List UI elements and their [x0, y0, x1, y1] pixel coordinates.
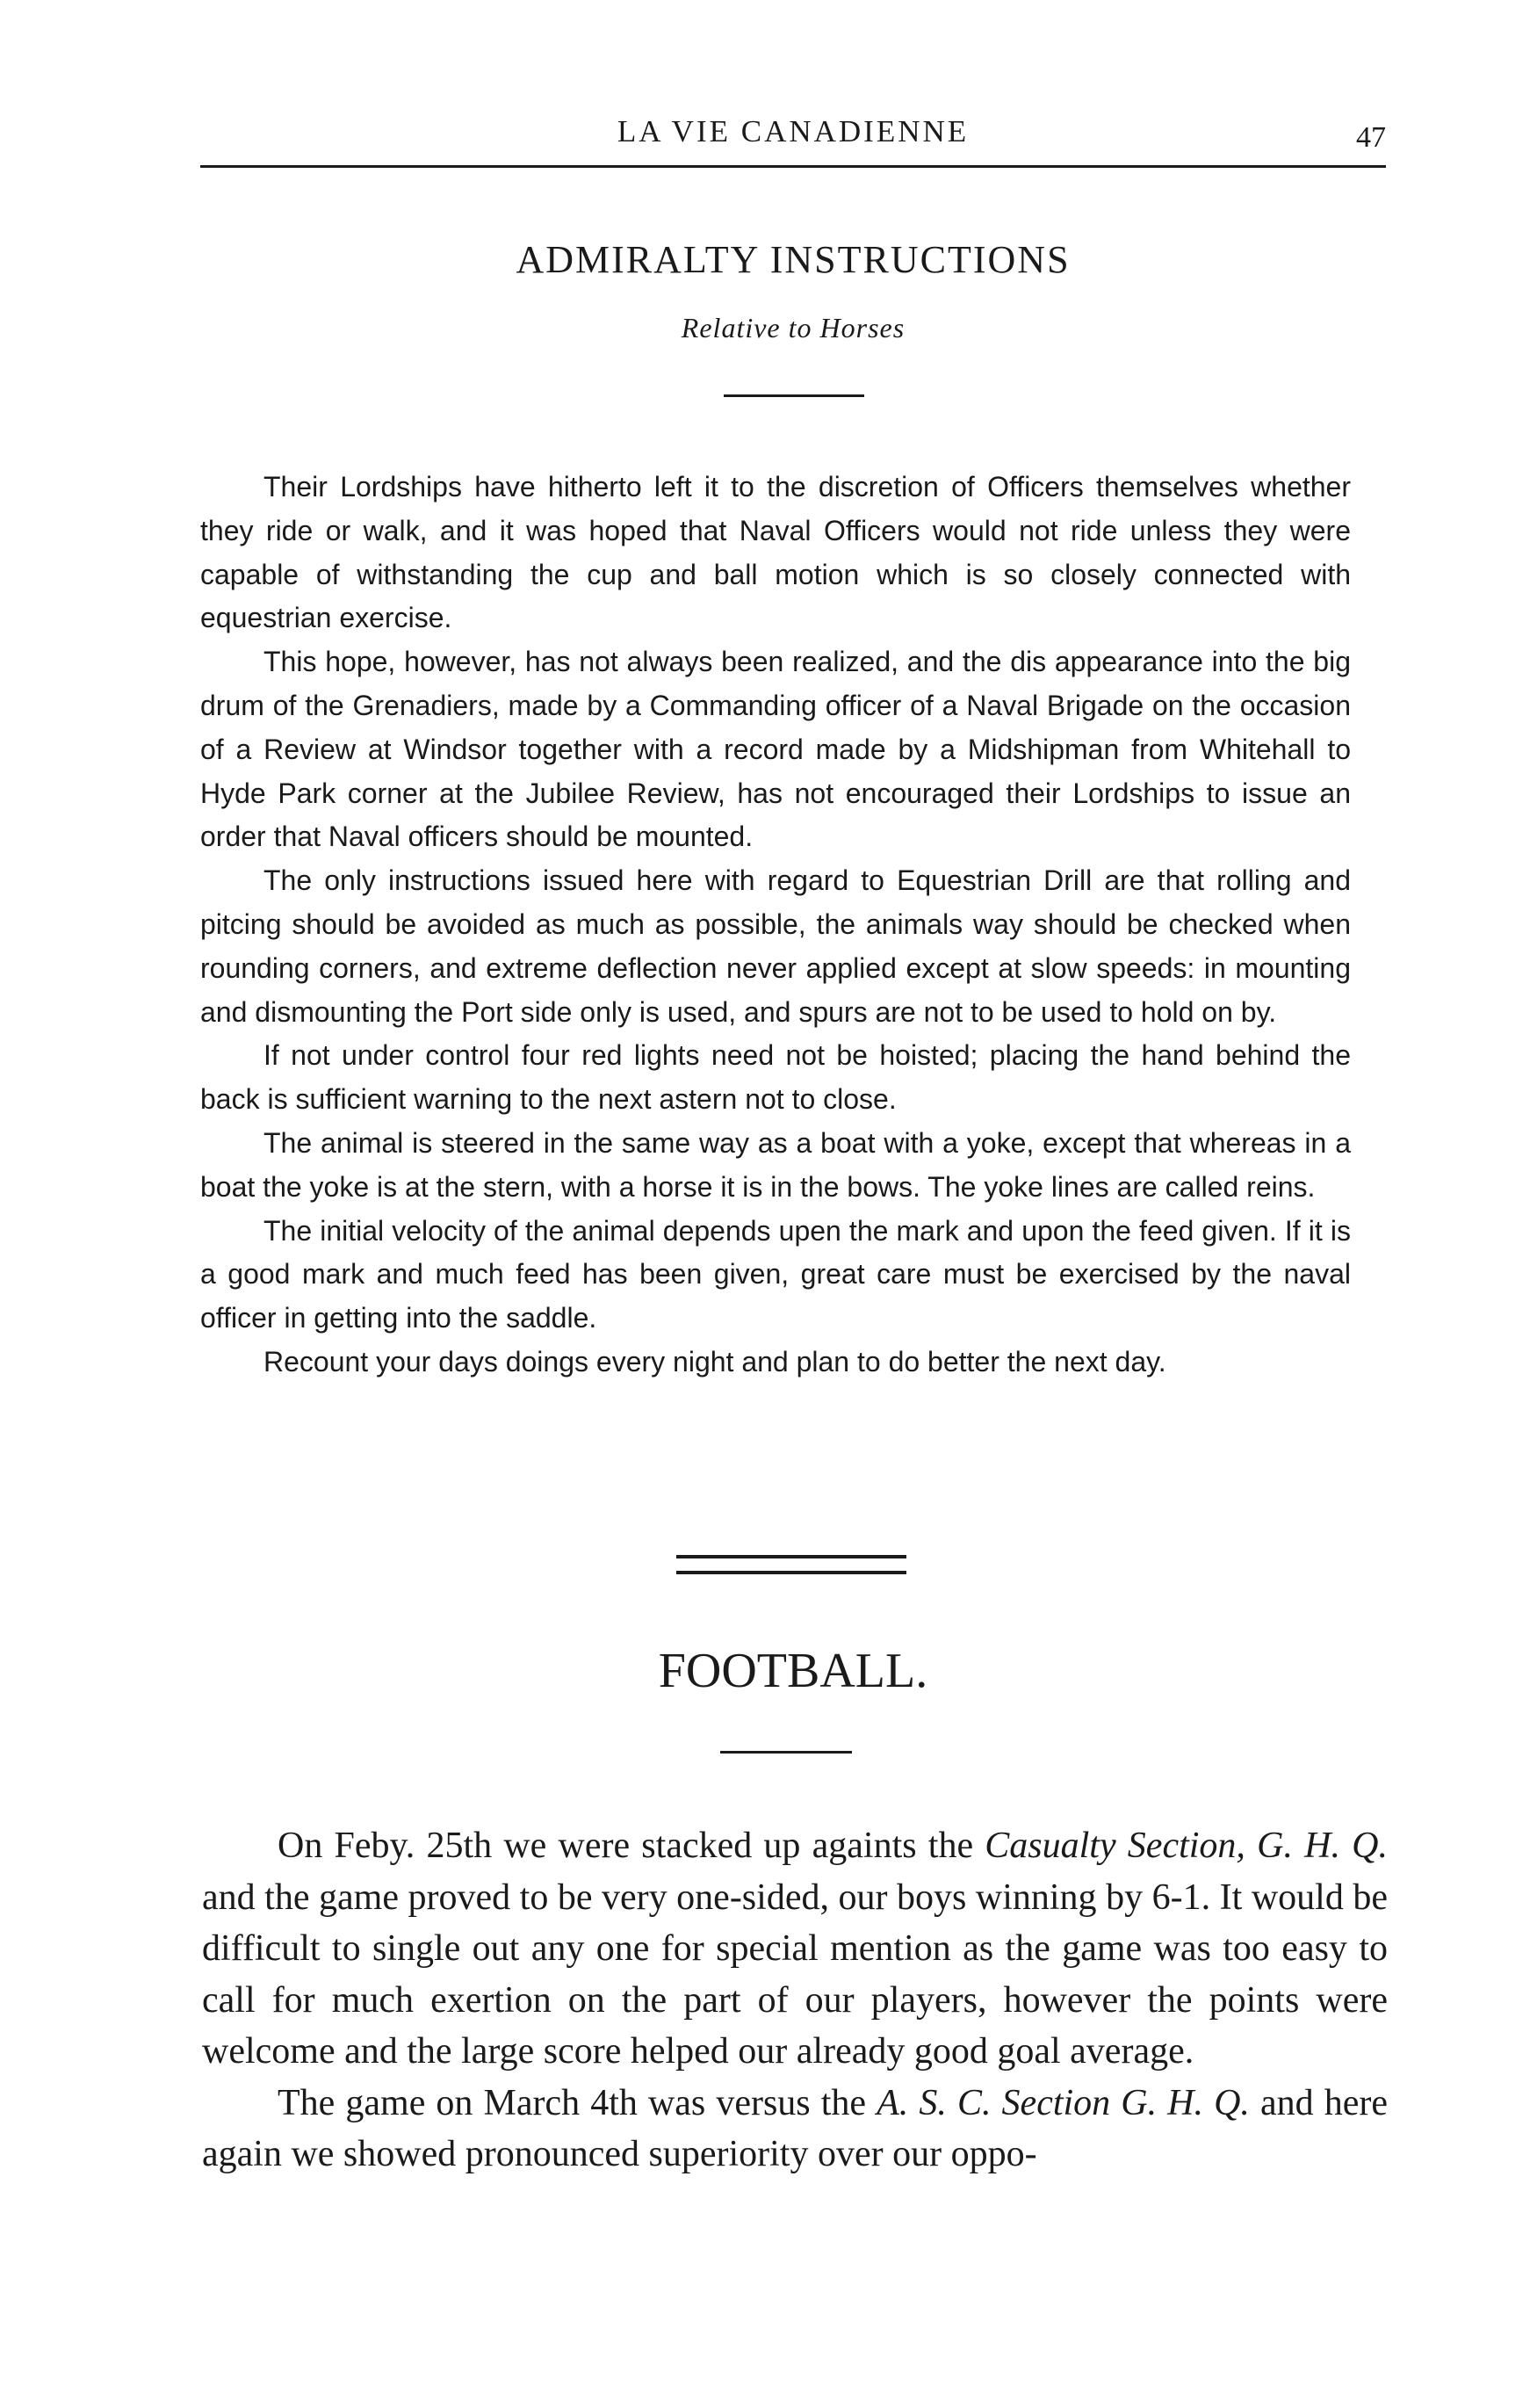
paragraph	[202, 1820, 1388, 2078]
paragraph: Recount your days doings every night and plan to do better the next day.	[263, 1345, 1166, 1378]
team-name: Casualty Section, G. H. Q.	[985, 1826, 1388, 1866]
page-number: 47	[1356, 121, 1386, 154]
section-divider	[676, 1555, 906, 1574]
team-name: A. S. C. Section G. H. Q.	[877, 2082, 1250, 2123]
paragraph: If not under control four red lights need not be hoisted; placing the hand behind the back is sufficient warning to the next astern not to close.	[200, 1039, 1351, 1116]
title-rule	[724, 394, 864, 397]
paragraph: The only instructions issued here with regard to Equestrian Drill are that rolling and pitcing should be avoided as much as possible, the animals way should be checked when rounding corners, and extreme deflection never applied except at slow speeds: in mounting and dismounting the Port side only is used, and spurs are not to be used to hold on by.	[200, 864, 1351, 1028]
text-run: On Feby. 25th we were stacked up againts the	[278, 1826, 985, 1866]
text-run: and the game proved to be very one-sided, our boys winning by 6-1. It would be difficult to single out any one for special mention as the game was too easy to call for much exertion on the part of our players, however the points were welcome and the large score helped our already good goal average.	[202, 1877, 1388, 2072]
text-run: and here again we showed pronounced superiority over our oppo-	[202, 2082, 1388, 2174]
header-rule	[200, 165, 1386, 168]
football-title: FOOTBALL.	[658, 1644, 928, 1698]
running-header	[200, 104, 1386, 174]
paragraph	[202, 2078, 1388, 2180]
paragraph: This hope, however, has not always been realized, and the dis appearance into the big drum of the Grenadiers, made by a Commanding officer of a Naval Brigade on the occasion of a Review at Windsor together with a record made by a Midshipman from Whitehall to Hyde Park corner at the Jubilee Review, has not encouraged their Lordships to issue an order that Naval officers should be mounted.	[200, 646, 1351, 853]
paragraph: The initial velocity of the animal depends upen the mark and upon the feed given. If it is a good mark and much feed has been given, great care must be exercised by the naval officer in getting into the saddle.	[200, 1214, 1351, 1334]
admiralty-title: ADMIRALTY INSTRUCTIONS	[516, 238, 1071, 281]
paragraph: The animal is steered in the same way as a boat with a yoke, except that whereas in a boat the yoke is at the stern, with a horse it is in the bows. The yoke lines are called reins.	[200, 1126, 1351, 1203]
paragraph: Their Lordships have hitherto left it to the discretion of Officers themselves whether they ride or walk, and it was hoped that Naval Officers would not ride unless they were capable of withstanding the cup and ball motion which is so closely connected with equestrian exercise.	[200, 471, 1351, 634]
admiralty-subtitle: Relative to Horses	[681, 312, 906, 343]
text-run: The game on March 4th was versus the	[278, 2082, 877, 2123]
admiralty-body	[200, 466, 1351, 1385]
publication-title: LA VIE CANADIENNE	[617, 114, 970, 148]
football-body	[202, 1820, 1388, 2180]
title-rule	[720, 1751, 852, 1754]
